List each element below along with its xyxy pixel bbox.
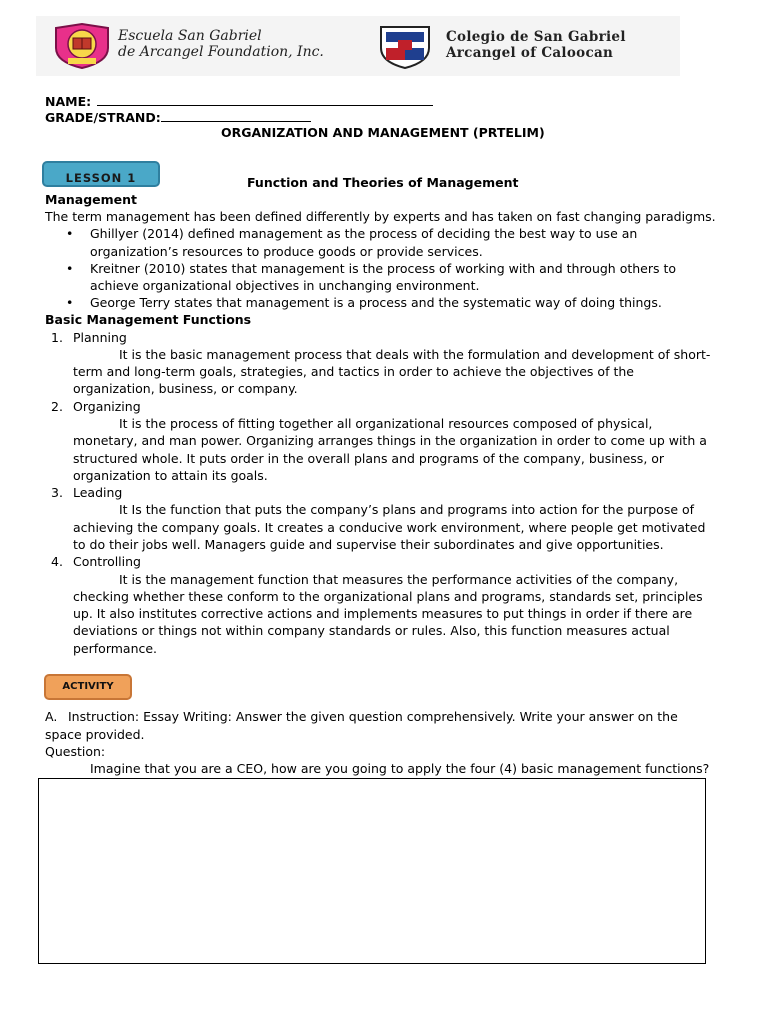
definition-2-line1: Kreitner (2010) states that management is the process of working with and through others to — [90, 261, 677, 276]
management-intro: The term management has been defined differently by experts and has taken on fast changing paradigms. — [45, 209, 716, 224]
name-label: NAME: — [45, 94, 92, 109]
subject-title: ORGANIZATION AND MANAGEMENT (PRTELIM) — [221, 125, 545, 140]
function-1-name: Planning — [73, 330, 127, 345]
lesson-badge — [42, 161, 160, 187]
function-4-line1: It is the management function that measures the performance activities of the company, — [119, 572, 679, 587]
instruction-marker: A. — [45, 709, 58, 724]
function-2-line3: structured whole. It puts order in the overall plans and programs of the company, business, or — [73, 451, 665, 466]
function-3-line1: It Is the function that puts the company’s plans and programs into action for the purpose of — [119, 502, 695, 517]
definition-2-line2: achieve organizational objectives in unchanging environment. — [90, 278, 480, 293]
definition-3-line1: George Terry states that management is a process and the systematic way of doing things. — [90, 295, 662, 310]
function-2-line1: It is the process of fitting together all organizational resources composed of physical, — [119, 416, 653, 431]
lesson-badge-label: LESSON 1 — [65, 171, 137, 185]
right-school-line2: Arcangel of Caloocan — [446, 45, 614, 61]
function-2-number: 2. — [51, 399, 63, 414]
answer-box[interactable] — [38, 778, 706, 964]
bullet-marker-1: • — [66, 226, 74, 241]
function-3-number: 3. — [51, 485, 63, 500]
school-crest-pink-icon — [52, 22, 112, 70]
function-3-line3: to do their jobs well. Managers guide and supervise their subordinates and give opportunities. — [73, 537, 664, 552]
section-heading-management: Management — [45, 192, 138, 207]
function-4-line2: checking whether these conform to the organizational plans and programs, standards set, principles — [73, 589, 703, 604]
instruction-line1: Instruction: Essay Writing: Answer the given question comprehensively. Write your answer on the — [68, 709, 678, 724]
function-1-number: 1. — [51, 330, 63, 345]
grade-input-line[interactable] — [161, 109, 311, 122]
function-1-line3: organization, business, or company. — [73, 381, 298, 396]
function-3-name: Leading — [73, 485, 123, 500]
name-field — [45, 93, 433, 110]
function-1-line2: term and long-term goals, strategies, and tactics in order to achieve the objectives of the — [73, 364, 634, 379]
question-label: Question: — [45, 744, 106, 759]
function-3-line2: achieving the company goals. It creates a conducive work environment, where people get motivated — [73, 520, 706, 535]
function-2-line2: monetary, and man power. Organizing arranges things in the organization in order to come up with a — [73, 433, 707, 448]
function-4-name: Controlling — [73, 554, 141, 569]
bullet-marker-3: • — [66, 295, 74, 310]
instruction-line2: space provided. — [45, 727, 145, 742]
function-1-line1: It is the basic management process that deals with the formulation and development of short- — [119, 347, 711, 362]
left-school-name — [118, 28, 324, 60]
function-4-line4: deviations or things not within company standards or rules. Also, this function measures actual — [73, 623, 670, 638]
activity-badge — [44, 674, 132, 700]
left-school-line1: Escuela San Gabriel — [118, 28, 262, 44]
function-2-line4: organization to attain its goals. — [73, 468, 268, 483]
section-heading-functions: Basic Management Functions — [45, 312, 252, 327]
bullet-marker-2: • — [66, 261, 74, 276]
right-school-name — [446, 29, 626, 61]
definition-1-line1: Ghillyer (2014) defined management as the process of deciding the best way to use an — [90, 226, 638, 241]
function-4-line5: performance. — [73, 641, 158, 656]
name-input-line[interactable] — [97, 93, 433, 106]
activity-badge-label: ACTIVITY — [62, 681, 114, 692]
right-school-line1: Colegio de San Gabriel — [446, 29, 626, 45]
definition-1-line2: organization’s resources to produce goods or provide services. — [90, 244, 483, 259]
function-4-number: 4. — [51, 554, 63, 569]
function-4-line3: up. It also institutes corrective actions and implements measures to put things in order if there are — [73, 606, 693, 621]
function-2-name: Organizing — [73, 399, 141, 414]
lesson-title: Function and Theories of Management — [247, 175, 519, 190]
question-text: Imagine that you are a CEO, how are you going to apply the four (4) basic management functions? — [90, 761, 710, 776]
left-school-line2: de Arcangel Foundation, Inc. — [118, 44, 324, 60]
school-shield-icon — [378, 24, 432, 70]
grade-label: GRADE/STRAND: — [45, 110, 161, 125]
